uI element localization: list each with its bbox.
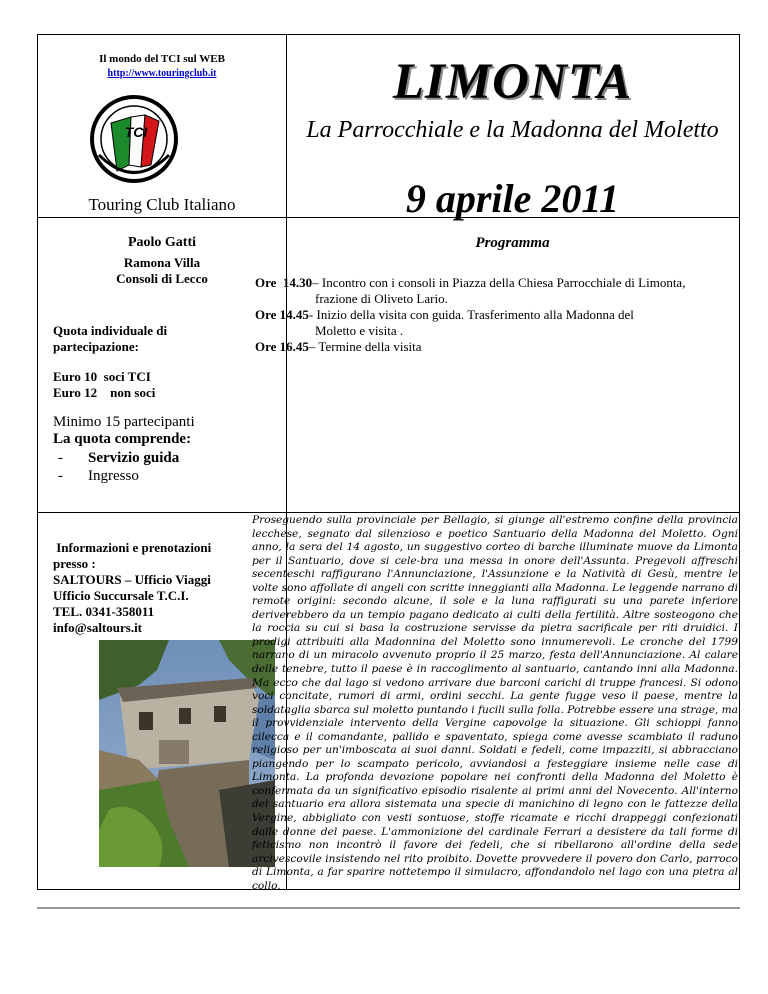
leader-name: Paolo Gatti: [127, 235, 197, 250]
includes-list: [58, 449, 179, 485]
program-list: [255, 275, 735, 355]
program-item: Ore 14.30 – Incontro con i consoli in Piazza della Chiesa Parrocchiale di Limonta, frazione di Oliveto Lario.: [255, 275, 686, 306]
club-name: Touring Club Italiano: [88, 195, 236, 214]
list-item: - Ingresso: [58, 468, 139, 484]
program-item: Ore 14.45 - Inizio della visita con guida. Trasferimento alla Madonna del Moletto e visita .: [255, 307, 634, 338]
price-list: [53, 369, 155, 401]
touringclub-link[interactable]: http://www.touringclub.it: [107, 68, 217, 79]
event-title: LIMONTA: [392, 54, 633, 110]
includes-label: La quota comprende:: [53, 431, 192, 447]
email-address: info@saltours.it: [53, 620, 143, 635]
booking-info: Informazioni e prenotazioni presso : SALTOURS – Ufficio Viaggi Ufficio Succursale T.C.I. TEL. 0341-358011 info@saltours.it: [53, 540, 273, 636]
consul-name: Ramona Villa: [123, 255, 201, 270]
price-members: Euro 10 soci TCI: [53, 369, 151, 384]
page-footer-line: [37, 907, 740, 909]
tci-logo: [89, 95, 179, 193]
left-section-divider: [38, 512, 286, 513]
program-title: Programma: [475, 235, 550, 251]
right-section-divider: [286, 512, 739, 513]
minimum-participants: Minimo 15 partecipanti: [53, 414, 195, 430]
flyer-frame: [37, 34, 740, 890]
program-item: Ore 16.45 – Termine della visita: [255, 339, 422, 354]
event-subtitle: La Parrocchiale e la Madonna del Moletto: [306, 117, 719, 143]
sanctuary-story: Proseguendo sulla provinciale per Bellagio, si giunge all'estremo confine della provincia lecchese, segnato dal silenzioso e poetico Santuario della Madonna del Moletto. Ogni anno, la sera del 14 agosto, un suggestivo corteo di barche illuminate muove da Limonta per il Santuario, dove si cele-bra una messa in onore dell'Assunta. Pregevoli affreschi secenteschi raffigurano l'Annunciazione, l'Assunzione e la Natività di Gesù, mentre le volte sono affollate di angeli con scritte inneggianti alla Madonna. Le leggende narrano di remote origini: secondo alcune, il sole e la luna raffigurati su una parete inferiore deriverebbero da un tempio pagano dedicato ai culti della fertilità. Altre sosteogono che la roccia su cui si basa la costruzione servisse da pietra sacrificale per riti druidici. I prodigi attribuiti alla Madonnina del Moletto sono innumerevoli. Le cronche del 1799 narrano di un miracolo avvenuto proprio il 25 marzo, festa dell'Annunciazione. Al calare delle tenebre, tutto il paese è in raccoglimento al santuario, cantando inni alla Madonna. Ma ecco che dal lago si vedono arrivare due barconi carichi di truppe francesi. Si odono voci concitate, rumori di armi, ordini secchi. La gente fugge veso il paese, mentre la soldataglia sbarca sul moletto puntando i fucili sulla folla. Potrebbe essere una strage, ma il provvidenziale intervento della Vergine capovolge la situazione. Gli schioppi fanno cilecca e il comandante, pallido e spaventato, spiega come avesse scambiato il raduno religioso per un'imboscata ai suoi danni. Soldati e fedeli, come impazziti, si abbracciano piangendo per lo scampato pericolo, avviandosi a festeggiare insieme nelle case di Limonta. La profonda devozione popolare nei confronti della Madonna del Moletto è confermata da un significativo episodio risalente ai primi anni del Novecento. All'interno del santuario era allora sistemata una specie di manichino di legno con le fattezze della Vergine, abbigliato con vesti sontuose, stoffe ricamate e ricchi drappeggi confezionati dalle donne del paese. L'ammonizione del cardinale Ferrari a desistere da tali forme di feticismo non incontrò il favore dei fedeli, che si ribellarono all'ordine della sede arcivescovile insistendo nel rito proibito. Dovette provvedere il povero don Carlo, parroco di Limonta, a far sparire nottetempo il simulacro, affondandolo nel lago con una pietra al collo.: [252, 514, 738, 892]
tci-logo-text: TCI: [124, 124, 148, 140]
web-title: Il mondo del TCI sul WEB: [99, 53, 225, 65]
price-nonmembers: Euro 12 non soci: [53, 385, 156, 400]
sanctuary-photo: [99, 640, 275, 867]
leader-block: [38, 235, 286, 287]
quota-label: Quota individuale di partecipazione:: [53, 323, 168, 354]
event-date: 9 aprile 2011: [405, 176, 620, 221]
list-item: - Servizio guida: [58, 450, 180, 466]
consul-role: Consoli di Lecco: [116, 271, 208, 286]
